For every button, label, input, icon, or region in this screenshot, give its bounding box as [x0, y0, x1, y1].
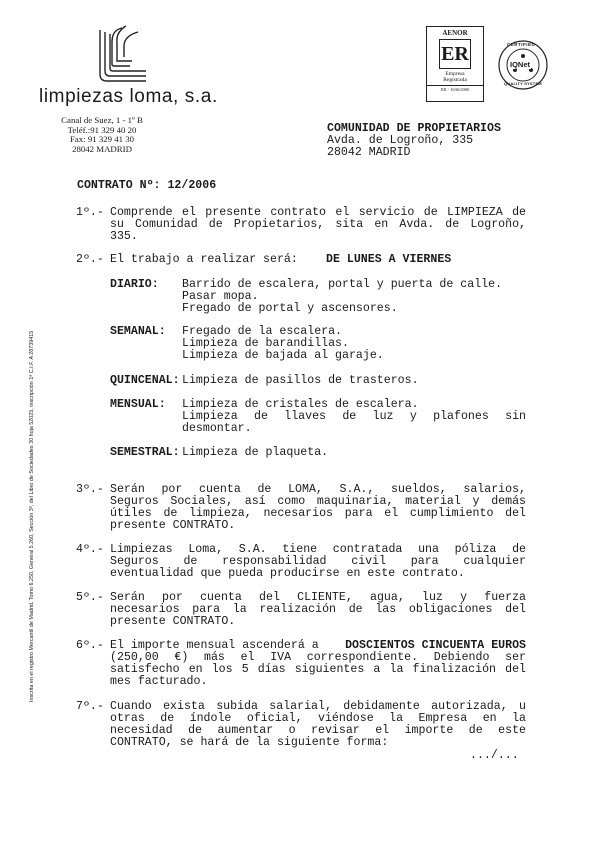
clause-7-number: 7º.- — [76, 700, 104, 713]
clause-7-line: Cuando exista subida salarial, debidamente autorizada, u — [110, 700, 526, 713]
task-item: Limpieza de pasillos de trasteros. — [182, 374, 419, 387]
recipient-city: 28042 MADRID — [327, 146, 411, 159]
task-item: Fregado de portal y ascensores. — [182, 302, 398, 315]
task-label-mensual: MENSUAL: — [110, 398, 166, 411]
company-address-line: 28042 MADRID — [72, 143, 132, 154]
clause-3-number: 3º.- — [76, 483, 104, 496]
company-address-line: Fax: 91 329 41 30 — [69, 134, 135, 145]
task-item: Limpieza de cristales de escalera. — [182, 398, 419, 411]
clause-1-body — [110, 207, 526, 243]
clause-4-line: eventualidad que pueda producirse en este contrato. — [110, 567, 465, 580]
clause-1-line: su Comunidad de Propietarios, sita en Avda. de Logroño, — [110, 218, 526, 231]
clause-7-line: necesidad de aumentar o revisar el importe de este — [110, 724, 526, 737]
clause-1-line: 335. — [110, 230, 138, 243]
task-label-diario: DIARIO: — [110, 278, 159, 291]
clause-7-line: CONTRATO, se hará de la siguiente forma: — [110, 736, 389, 749]
aenor-label: AENOR — [442, 29, 468, 37]
clause-3-line: útiles de limpieza, necesarios para el cumplimiento del — [110, 507, 526, 520]
clause-4-number: 4º.- — [76, 543, 104, 556]
clause-6-line: (250,00 €) más el IVA correspondiente. Debiendo ser — [110, 651, 526, 664]
task-item: Limpieza de bajada al garaje. — [182, 349, 384, 362]
clause-3-body — [110, 484, 526, 532]
clause-7-body — [110, 701, 526, 749]
clause-1-number: 1º.- — [76, 206, 104, 219]
task-items-semestral — [182, 447, 328, 459]
iqnet-ring-top: CERTIFIED — [507, 42, 536, 47]
clause-1-line: Comprende el presente contrato el servicio de LIMPIEZA de — [110, 206, 526, 219]
clause-5-line: presente CONTRATO. — [110, 615, 236, 628]
company-address-line: Canal de Suez, 1 - 1º B — [61, 115, 143, 125]
task-label-semestral: SEMESTRAL: — [110, 446, 180, 459]
clause-5-line: Serán por cuenta del CLIENTE, agua, luz y fuerza — [110, 591, 526, 604]
company-address-line: Teléf.:91 329 40 20 — [67, 124, 137, 135]
clause-2-number: 2º.- — [76, 253, 104, 266]
continuation-mark: .../... — [470, 749, 519, 762]
task-items-semanal — [182, 326, 384, 362]
clause-4-line: Limpiezas Loma, S.A. tiene contratada una póliza de — [110, 543, 526, 556]
iqnet-ring-bottom: QUALITY SYSTEM — [504, 81, 542, 86]
clause-7-line: otras de índole oficial, viéndose la Empresa en la — [110, 712, 526, 725]
clause-4-line: Seguros de responsabilidad civil para cualquier — [110, 555, 526, 568]
task-item: Limpieza de llaves de luz y plafones sin — [182, 410, 526, 423]
task-item: desmontar. — [182, 422, 252, 435]
iqnet-label: IQNet — [510, 60, 531, 69]
task-items-mensual — [182, 399, 526, 435]
task-items-quincenal — [182, 375, 419, 387]
clause-6-amount-intro: El importe mensual ascenderá a — [110, 639, 319, 652]
task-label-quincenal: QUINCENAL: — [110, 374, 180, 387]
clause-5-line: necesarios para la realización de las obligaciones del — [110, 603, 526, 616]
aenor-badge: AENOR ER Empresa Registrada ER - 1636/2000 — [426, 26, 484, 102]
clause-3-line: Serán por cuenta de LOMA, S.A., sueldos, salarios, — [110, 483, 526, 496]
clause-5-number: 5º.- — [76, 591, 104, 604]
clause-6-amount-words: DOSCIENTOS CINCUENTA EUROS — [345, 639, 526, 652]
task-items-diario — [182, 279, 502, 315]
company-address — [58, 116, 146, 154]
clause-6-line: satisfecho en los 5 días siguientes a la finalización del — [110, 663, 526, 676]
clause-3-line: presente CONTRATO. — [110, 519, 236, 532]
clause-2-schedule: DE LUNES A VIERNES — [326, 253, 452, 266]
task-item: Fregado de la escalera. — [182, 325, 343, 338]
clause-6-number: 6º.- — [76, 639, 104, 652]
company-logo — [86, 24, 152, 86]
task-label-semanal: SEMANAL: — [110, 325, 166, 338]
recipient-name: COMUNIDAD DE PROPIETARIOS — [327, 122, 501, 135]
clause-6-body — [110, 640, 526, 688]
clause-4-body — [110, 544, 526, 580]
registry-note: Inscrita en el registro Mercantil de Madrid, Tomo 6.250, General 5.260, Sección 3ª, del Libro de Sociedades 30 hoja 52025, inscripción 1ª C.I.F. A 28739415 — [29, 330, 35, 702]
clause-6-line: mes facturado. — [110, 675, 208, 688]
contract-number: CONTRATO Nº: 12/2006 — [77, 179, 217, 192]
company-name: limpiezas loma, s.a. — [39, 86, 218, 107]
clause-5-body — [110, 592, 526, 628]
recipient-street: Avda. de Logroño, 335 — [327, 134, 474, 147]
clause-2-text: El trabajo a realizar será: — [110, 253, 298, 266]
task-item: Pasar mopa. — [182, 290, 259, 303]
task-item: Barrido de escalera, portal y puerta de calle. — [182, 278, 503, 291]
iqnet-badge — [498, 40, 548, 90]
recipient-block — [327, 123, 501, 159]
task-item: Limpieza de plaqueta. — [182, 446, 329, 459]
aenor-er-mark: ER — [439, 39, 471, 69]
task-item: Limpieza de barandillas. — [182, 337, 349, 350]
clause-3-line: Seguros Sociales, así como maquinaria, material y demás — [110, 495, 526, 508]
